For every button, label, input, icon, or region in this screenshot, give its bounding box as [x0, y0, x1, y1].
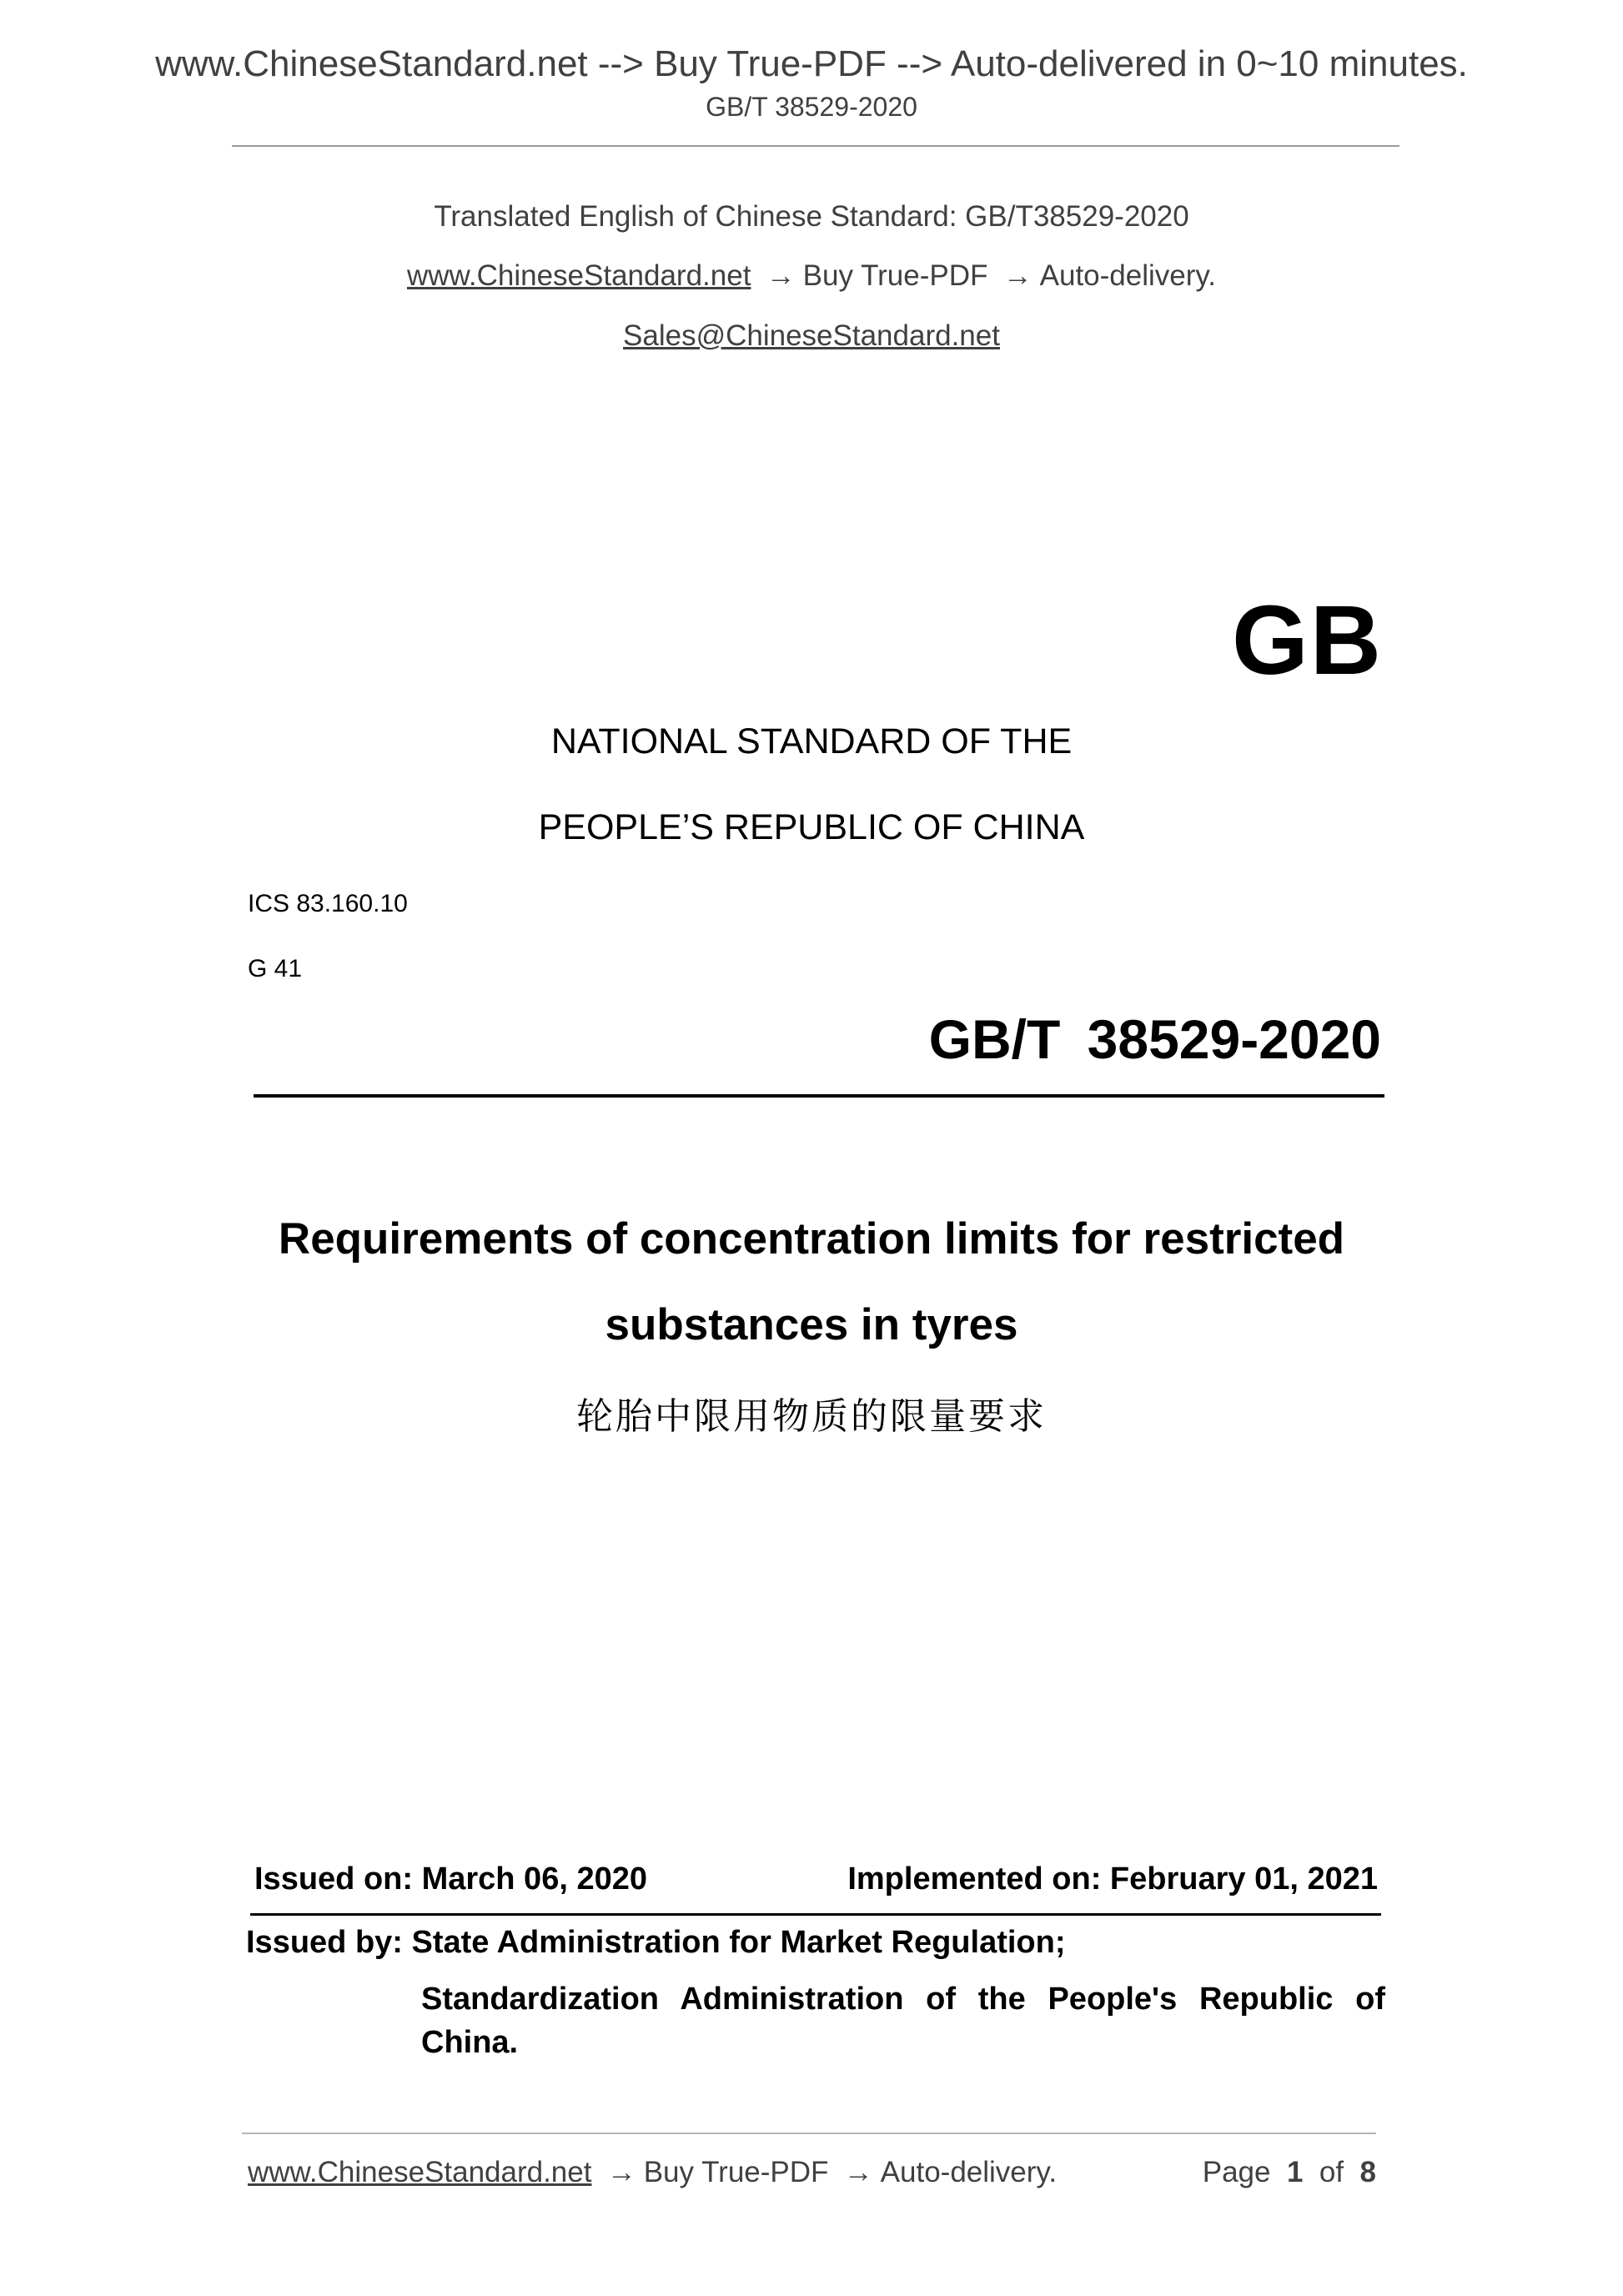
footer-website-link[interactable]: www.ChineseStandard.net	[248, 2156, 592, 2188]
implemented-on-date: Implemented on: February 01, 2021	[847, 1861, 1378, 1897]
standard-number-rule	[254, 1094, 1384, 1098]
ics-code: ICS 83.160.10	[248, 890, 408, 917]
issue-dates-rule	[250, 1913, 1381, 1916]
national-standard-line-1: NATIONAL STANDARD OF THE	[550, 721, 1073, 761]
top-header-banner: www.ChineseStandard.net --> Buy True-PDF --> Auto-delivered in 0~10 minutes.	[155, 43, 1468, 84]
issued-by-line-3: China.	[421, 2025, 519, 2060]
page-total: 8	[1359, 2156, 1376, 2188]
arrow-right-icon: →	[843, 2156, 873, 2188]
gb-mark: GB	[1232, 585, 1383, 696]
issued-on-date: Issued on: March 06, 2020	[254, 1861, 647, 1897]
issued-by-line-1: Issued by: State Administration for Market Regulation;	[246, 1925, 1066, 1960]
footer-auto-delivery-text: Auto-delivery.	[880, 2156, 1058, 2188]
page-number: 1	[1286, 2156, 1304, 2188]
translated-standard-line: Translated English of Chinese Standard: GB/T38529-2020	[434, 200, 1189, 233]
auto-delivery-text: Auto-delivery.	[1039, 259, 1217, 292]
header-divider	[232, 145, 1399, 147]
title-line-2: substances in tyres	[605, 1300, 1018, 1349]
standard-number: GB/T 38529-2020	[928, 1008, 1381, 1070]
footer-buy-line	[248, 2156, 1057, 2189]
arrow-right-icon: →	[1002, 259, 1033, 292]
top-header-standard-code: GB/T 38529-2020	[706, 92, 917, 122]
page-label: Page	[1202, 2156, 1271, 2188]
issued-by-line-2: Standardization Administration of the People's Republic of	[421, 1982, 1385, 2017]
footer-divider	[242, 2133, 1376, 2134]
of-label: of	[1319, 2156, 1344, 2188]
website-link[interactable]: www.ChineseStandard.net	[406, 259, 751, 292]
arrow-right-icon: →	[606, 2156, 636, 2188]
sales-email-link[interactable]: Sales@ChineseStandard.net	[623, 319, 1000, 352]
title-chinese: 轮胎中限用物质的限量要求	[576, 1395, 1047, 1438]
page-indicator	[1203, 2156, 1376, 2189]
footer-buy-true-pdf-text: Buy True-PDF	[643, 2156, 829, 2188]
arrow-right-icon: →	[766, 259, 796, 292]
title-line-1: Requirements of concentration limits for restricted	[278, 1214, 1345, 1264]
sales-email-line	[0, 319, 1623, 353]
buy-true-pdf-text: Buy True-PDF	[802, 259, 988, 292]
classification-code: G 41	[248, 955, 303, 982]
buy-line	[0, 259, 1623, 293]
national-standard-line-2: PEOPLE’S REPUBLIC OF CHINA	[538, 807, 1085, 847]
